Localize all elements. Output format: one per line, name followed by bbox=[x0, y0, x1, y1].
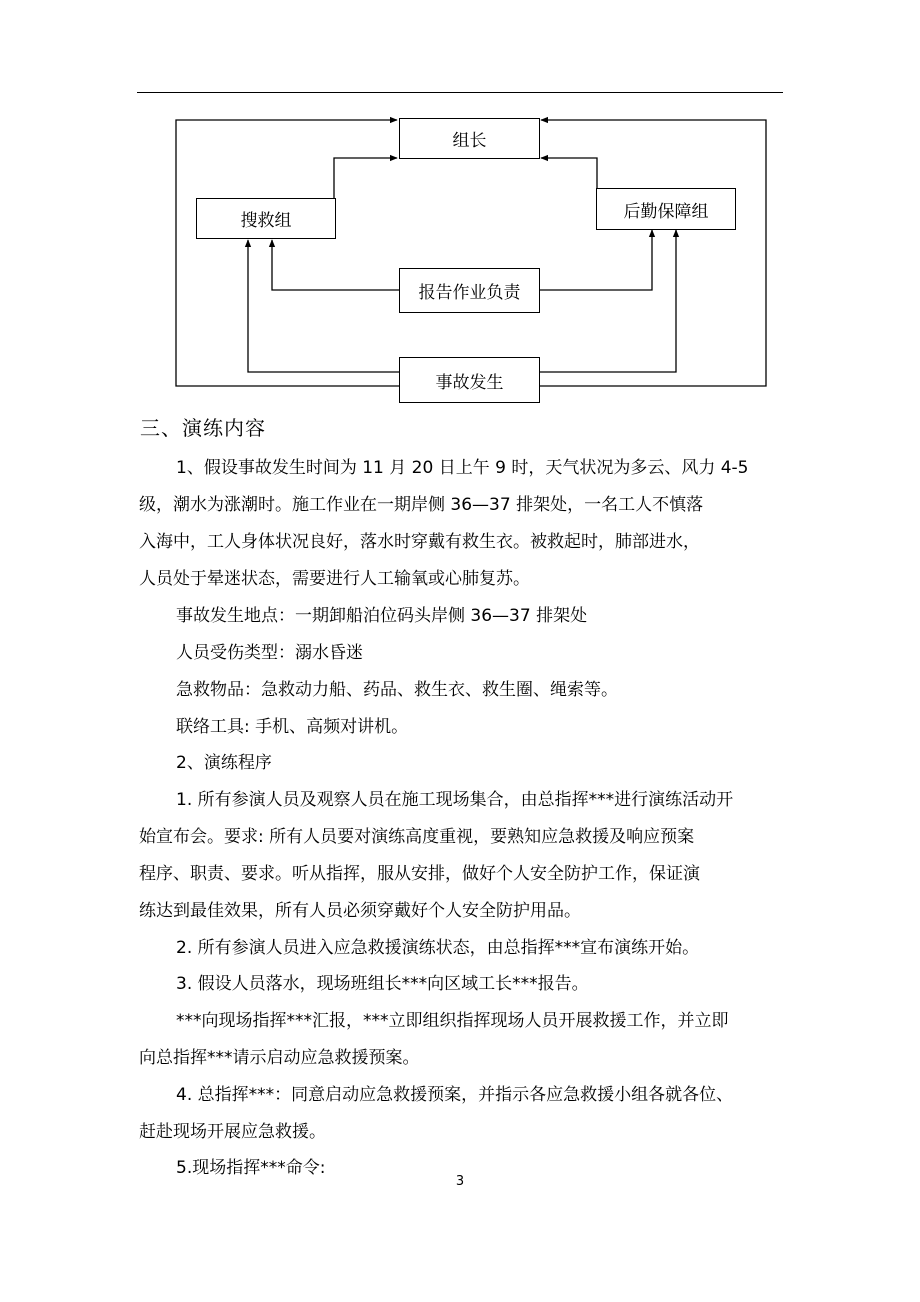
paragraph-line: 入海中，工人身体状况良好，落水时穿戴有救生衣。被救起时，肺部进水， bbox=[139, 532, 700, 552]
paragraph-line: ***向现场指挥***汇报，***立即组织指挥现场人员开展救援工作，并立即 bbox=[176, 1011, 729, 1031]
paragraph-line: 人员受伤类型：溺水昏迷 bbox=[176, 643, 363, 663]
node-leader: 组长 bbox=[399, 118, 540, 159]
paragraph-line: 始宣布会。要求: 所有人员要对演练高度重视，要熟知应急救援及响应预案 bbox=[139, 827, 695, 847]
accident-to-search-arrow bbox=[248, 240, 399, 372]
node-search-rescue: 搜救组 bbox=[196, 198, 336, 239]
paragraph-line: 赶赴现场开展应急救援。 bbox=[139, 1122, 326, 1142]
paragraph-line: 急救物品：急救动力船、药品、救生衣、救生圈、绳索等。 bbox=[176, 680, 618, 700]
section-heading: 三、演练内容 bbox=[140, 416, 266, 440]
outer-left-arrow bbox=[176, 120, 399, 386]
paragraph-line: 5.现场指挥***命令: bbox=[176, 1158, 326, 1178]
report-to-search-arrow bbox=[272, 240, 399, 290]
diagram-connectors bbox=[0, 0, 920, 400]
paragraph-line: 级，潮水为涨潮时。施工作业在一期岸侧 36—37 排架处，一名工人不慎落 bbox=[139, 495, 704, 515]
paragraph-line: 2、演练程序 bbox=[176, 753, 272, 773]
search-to-leader-arrow bbox=[334, 158, 397, 198]
paragraph-line: 1. 所有参演人员及观察人员在施工现场集合，由总指挥***进行演练活动开 bbox=[176, 790, 734, 810]
node-report: 报告作业负责 bbox=[399, 268, 540, 313]
paragraph-line: 1、假设事故发生时间为 11 月 20 日上午 9 时，天气状况为多云、风力 4-5 bbox=[176, 458, 749, 478]
paragraph-line: 事故发生地点：一期卸船泊位码头岸侧 36—37 排架处 bbox=[176, 606, 588, 626]
paragraph-line: 4. 总指挥***：同意启动应急救援预案，并指示各应急救援小组各就各位、 bbox=[176, 1085, 734, 1105]
paragraph-line: 联络工具: 手机、高频对讲机。 bbox=[176, 717, 409, 737]
paragraph-line: 3. 假设人员落水，现场班组长***向区域工长***报告。 bbox=[176, 974, 589, 994]
organization-flow-diagram bbox=[0, 0, 920, 400]
paragraph-line: 向总指挥***请示启动应急救援预案。 bbox=[139, 1048, 420, 1068]
page-number: 3 bbox=[455, 1174, 465, 1189]
logistics-to-leader-arrow bbox=[541, 158, 597, 188]
node-accident: 事故发生 bbox=[399, 357, 540, 403]
accident-to-logistics-arrow bbox=[539, 230, 676, 372]
paragraph-line: 练达到最佳效果，所有人员必须穿戴好个人安全防护用品。 bbox=[139, 901, 581, 921]
paragraph-line: 程序、职责、要求。听从指挥，服从安排，做好个人安全防护工作，保证演 bbox=[139, 864, 700, 884]
paragraph-line: 2. 所有参演人员进入应急救援演练状态，由总指挥***宣布演练开始。 bbox=[176, 938, 700, 958]
paragraph-line: 人员处于晕迷状态，需要进行人工输氧或心肺复苏。 bbox=[139, 569, 530, 589]
report-to-logistics-arrow bbox=[539, 230, 652, 290]
node-logistics: 后勤保障组 bbox=[596, 188, 736, 230]
